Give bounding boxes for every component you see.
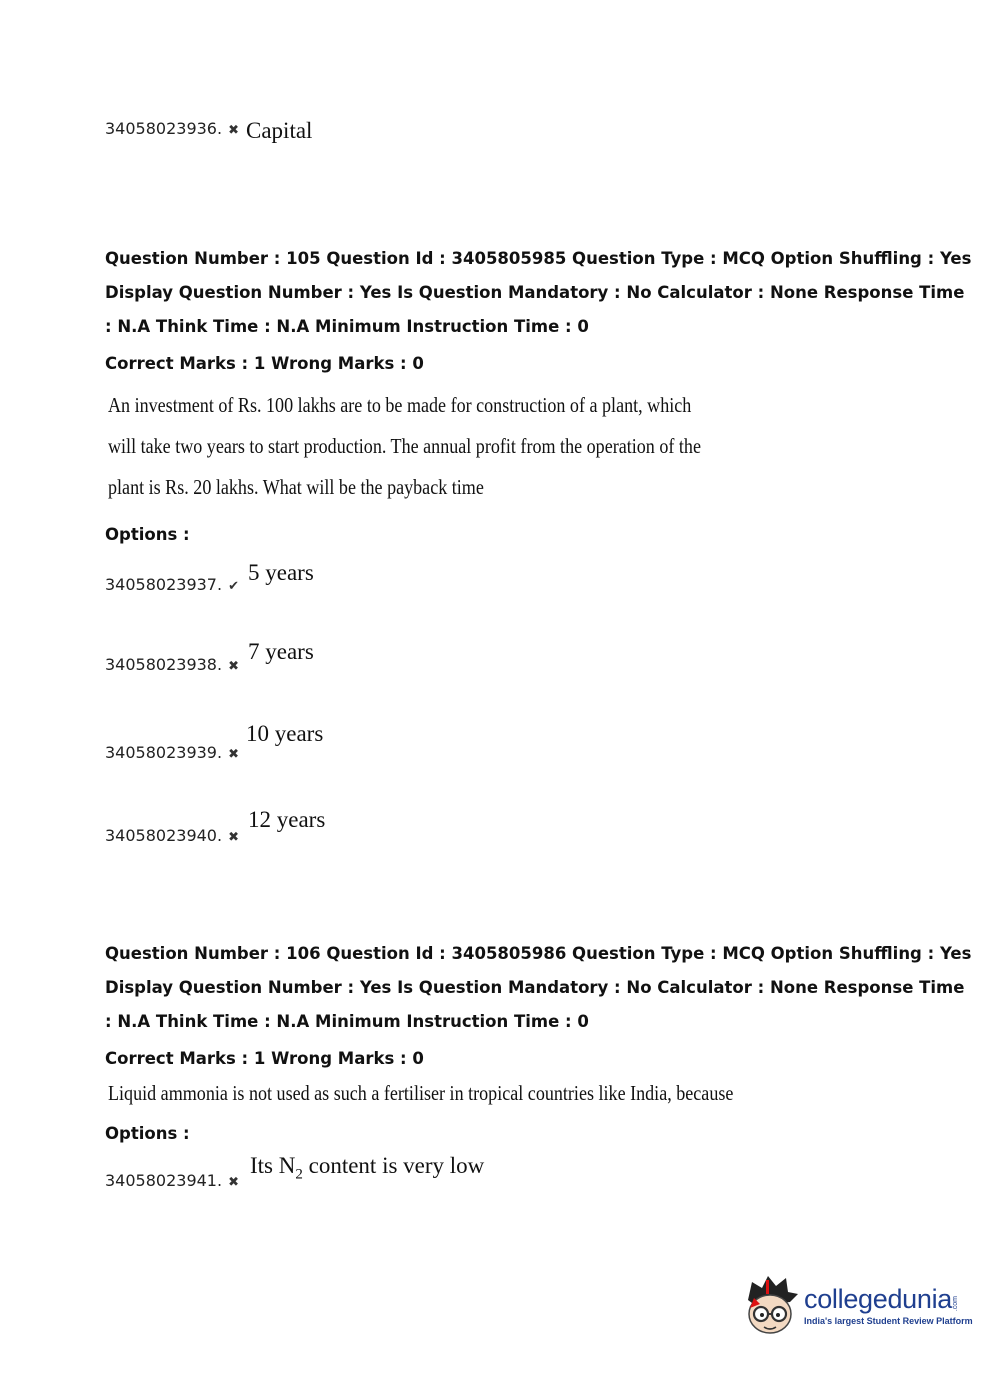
option-row [105,575,239,594]
question-meta-line: Question Number : 105 Question Id : 3405805985 Question Type : MCQ Option Shuffling : Yes [105,249,972,268]
option-text [250,1153,484,1184]
question-meta [105,242,971,344]
question-meta [105,937,971,1039]
option-id: 34058023937. [105,575,223,594]
option-row [105,826,239,845]
question-text-line: An investment of Rs. 100 lakhs are to be made for construction of a plant, which [108,393,692,417]
option-id: 34058023936. [105,119,223,138]
question-meta-line: Display Question Number : Yes Is Question Mandatory : No Calculator : None Response Time [105,978,965,997]
wrong-mark-icon: ✖ [228,830,239,845]
options-label: Options : [105,1124,190,1143]
question-text [108,385,701,508]
wrong-mark-icon: ✖ [228,659,239,674]
option-text: 5 years [248,560,314,585]
question-text-line: Liquid ammonia is not used as such a fertiliser in tropical countries like India, because [108,1081,734,1105]
mascot-icon [742,1272,800,1338]
check-mark-icon: ✔ [228,579,239,594]
option-text-part: content is very low [302,1153,485,1178]
option-id: 34058023938. [105,655,223,674]
option-text: 7 years [248,639,314,664]
brand-tagline: India's largest Student Review Platform [804,1316,973,1326]
logo-text [804,1284,973,1326]
option-text: 10 years [246,721,324,746]
option-text: 12 years [248,807,326,832]
option-id: 34058023941. [105,1171,223,1190]
question-text [108,1073,733,1114]
brand-name: collegedunia [804,1284,953,1314]
option-row [105,655,239,674]
question-text-line: will take two years to start production. The annual profit from the operation of the [108,434,701,458]
option-row [105,119,239,138]
question-text-line: plant is Rs. 20 lakhs. What will be the payback time [108,475,484,499]
wrong-mark-icon: ✖ [228,123,239,138]
subscript: 2 [295,1166,303,1183]
brand-suffix: .com [952,1296,960,1312]
option-id: 34058023940. [105,826,223,845]
marks-info: Correct Marks : 1 Wrong Marks : 0 [105,1049,424,1068]
question-meta-line: : N.A Think Time : N.A Minimum Instruction Time : 0 [105,1012,589,1031]
question-meta-line: Question Number : 106 Question Id : 3405805986 Question Type : MCQ Option Shuffling : Yes [105,944,972,963]
option-text: Capital [246,118,313,143]
marks-info: Correct Marks : 1 Wrong Marks : 0 [105,354,424,373]
question-meta-line: : N.A Think Time : N.A Minimum Instruction Time : 0 [105,317,589,336]
question-meta-line: Display Question Number : Yes Is Question Mandatory : No Calculator : None Response Time [105,283,965,302]
wrong-mark-icon: ✖ [228,1175,239,1190]
option-text-part: Its N [250,1153,296,1178]
options-label: Options : [105,525,190,544]
wrong-mark-icon: ✖ [228,747,239,762]
option-id: 34058023939. [105,743,223,762]
option-row [105,743,239,762]
collegedunia-logo [742,1272,973,1338]
option-row [105,1171,239,1190]
